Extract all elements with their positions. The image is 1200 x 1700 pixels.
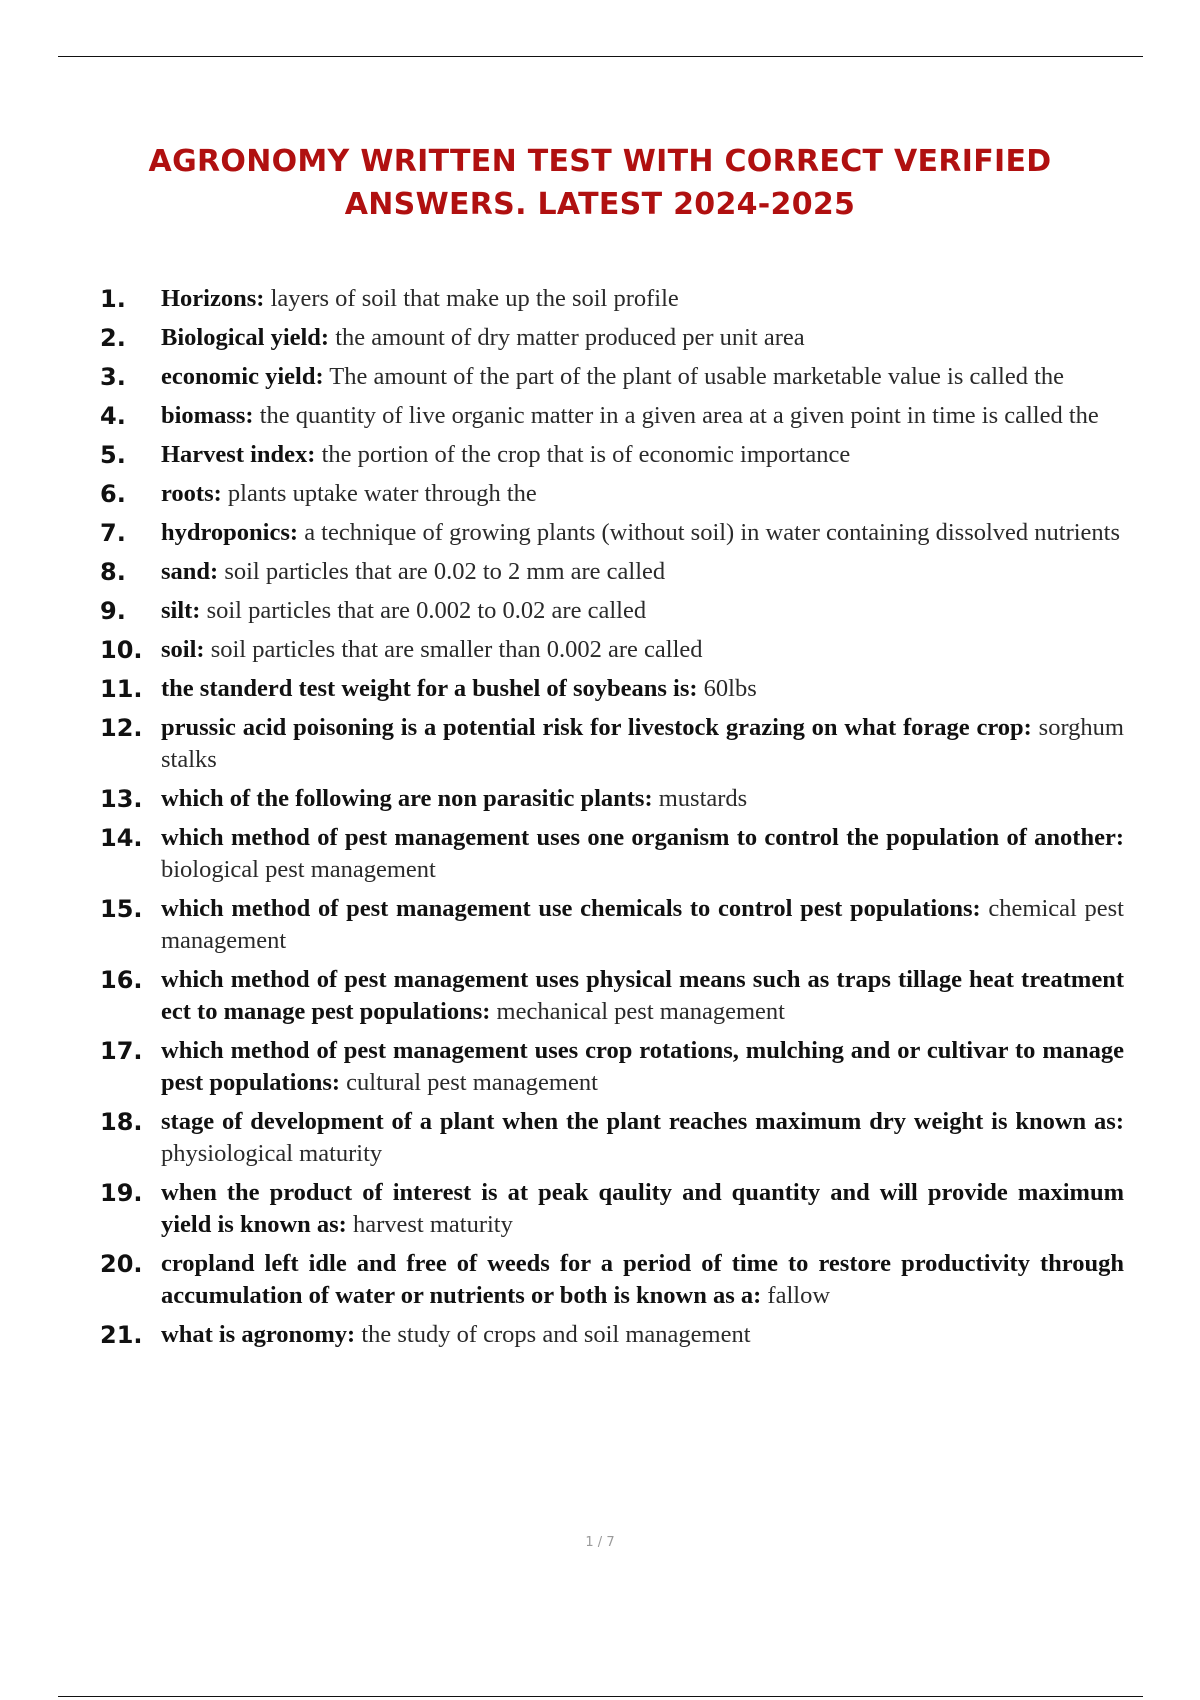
item-question: Harvest index: bbox=[161, 441, 316, 468]
item-number: 21. bbox=[100, 1321, 143, 1349]
item-answer: plants uptake water through the bbox=[221, 480, 537, 507]
list-item bbox=[100, 361, 1124, 393]
item-number: 18. bbox=[100, 1108, 143, 1136]
item-answer: the portion of the crop that is of economic importance bbox=[315, 441, 851, 468]
item-number: 7. bbox=[100, 519, 126, 547]
item-number: 17. bbox=[100, 1037, 143, 1065]
item-answer: a technique of growing plants (without soil) in water containing dissolved nutrients bbox=[298, 519, 1121, 546]
list-item bbox=[100, 673, 1124, 705]
list-item bbox=[100, 1248, 1124, 1312]
list-item bbox=[100, 1177, 1124, 1241]
list-item bbox=[100, 283, 1124, 315]
item-answer: the quantity of live organic matter in a given area at a given point in time is called the bbox=[253, 402, 1099, 429]
item-answer: the study of crops and soil management bbox=[355, 1321, 751, 1348]
item-question: the standerd test weight for a bushel of soybeans is: bbox=[161, 675, 698, 702]
item-question: Horizons: bbox=[161, 285, 265, 312]
item-answer: sorghum stalks bbox=[161, 714, 1124, 773]
item-question: which of the following are non parasitic plants: bbox=[161, 785, 653, 812]
item-number: 20. bbox=[100, 1250, 143, 1278]
list-item bbox=[100, 595, 1124, 627]
item-number: 19. bbox=[100, 1179, 143, 1207]
item-number: 8. bbox=[100, 558, 126, 586]
item-question: biomass: bbox=[161, 402, 254, 429]
item-answer: cultural pest management bbox=[340, 1069, 598, 1096]
item-question: which method of pest management uses physical means such as traps tillage heat treatment ect to manage pest populations: bbox=[161, 966, 1124, 1025]
list-item bbox=[100, 893, 1124, 957]
item-number: 10. bbox=[100, 636, 143, 664]
list-item bbox=[100, 322, 1124, 354]
item-number: 6. bbox=[100, 480, 126, 508]
title-line-1: AGRONOMY WRITTEN TEST WITH CORRECT VERIFIED bbox=[148, 144, 1052, 179]
item-answer: soil particles that are 0.02 to 2 mm are called bbox=[218, 558, 666, 585]
item-answer: layers of soil that make up the soil profile bbox=[264, 285, 679, 312]
item-question: Biological yield: bbox=[161, 324, 330, 351]
item-question: when the product of interest is at peak qaulity and quantity and will provide maximum yield is known as: bbox=[161, 1179, 1124, 1238]
item-number: 2. bbox=[100, 324, 126, 352]
item-number: 15. bbox=[100, 895, 143, 923]
question-answer-list bbox=[100, 283, 1124, 1358]
list-item bbox=[100, 783, 1124, 815]
item-number: 14. bbox=[100, 824, 143, 852]
item-question: which method of pest management uses crop rotations, mulching and or cultivar to manage pest populations: bbox=[161, 1037, 1124, 1096]
item-question: prussic acid poisoning is a potential risk for livestock grazing on what forage crop: bbox=[161, 714, 1032, 741]
item-question: silt: bbox=[161, 597, 201, 624]
list-item bbox=[100, 1319, 1124, 1351]
header-rule bbox=[58, 56, 1143, 57]
item-answer: the amount of dry matter produced per unit area bbox=[329, 324, 805, 351]
item-question: stage of development of a plant when the plant reaches maximum dry weight is known as: bbox=[161, 1108, 1124, 1135]
item-question: roots: bbox=[161, 480, 222, 507]
list-item bbox=[100, 478, 1124, 510]
footer-rule bbox=[58, 1696, 1143, 1697]
item-question: cropland left idle and free of weeds for a period of time to restore productivity through accumulation of water or nutrients or both is known as a: bbox=[161, 1250, 1124, 1309]
item-question: soil: bbox=[161, 636, 205, 663]
list-item bbox=[100, 400, 1124, 432]
item-number: 11. bbox=[100, 675, 143, 703]
list-item bbox=[100, 517, 1124, 549]
list-item bbox=[100, 1106, 1124, 1170]
item-answer: mechanical pest management bbox=[490, 998, 785, 1025]
item-number: 13. bbox=[100, 785, 143, 813]
item-question: which method of pest management uses one organism to control the population of another: bbox=[161, 824, 1124, 851]
item-answer: harvest maturity bbox=[346, 1211, 513, 1238]
title-line-2: ANSWERS. LATEST 2024-2025 bbox=[344, 187, 856, 222]
item-question: hydroponics: bbox=[161, 519, 299, 546]
item-answer: mustards bbox=[652, 785, 748, 812]
item-answer: soil particles that are 0.002 to 0.02 are called bbox=[200, 597, 647, 624]
item-answer: physiological maturity bbox=[161, 1140, 383, 1167]
item-answer: biological pest management bbox=[161, 856, 436, 883]
list-item bbox=[100, 439, 1124, 471]
item-number: 4. bbox=[100, 402, 126, 430]
item-question: what is agronomy: bbox=[161, 1321, 356, 1348]
item-answer: soil particles that are smaller than 0.002 are called bbox=[204, 636, 703, 663]
item-number: 3. bbox=[100, 363, 126, 391]
item-answer: fallow bbox=[761, 1282, 831, 1309]
item-answer: 60lbs bbox=[697, 675, 757, 702]
list-item bbox=[100, 822, 1124, 886]
document-title bbox=[0, 140, 1200, 226]
item-answer: chemical pest management bbox=[161, 895, 1124, 954]
item-question: economic yield: bbox=[161, 363, 324, 390]
item-number: 5. bbox=[100, 441, 126, 469]
list-item bbox=[100, 964, 1124, 1028]
item-question: which method of pest management use chemicals to control pest populations: bbox=[161, 895, 981, 922]
list-item bbox=[100, 1035, 1124, 1099]
item-number: 16. bbox=[100, 966, 143, 994]
list-item bbox=[100, 556, 1124, 588]
list-item bbox=[100, 712, 1124, 776]
item-question: sand: bbox=[161, 558, 219, 585]
item-number: 1. bbox=[100, 285, 126, 313]
item-answer: The amount of the part of the plant of usable marketable value is called the bbox=[323, 363, 1065, 390]
item-number: 9. bbox=[100, 597, 126, 625]
list-item bbox=[100, 634, 1124, 666]
item-number: 12. bbox=[100, 714, 143, 742]
page-indicator: 1 / 7 bbox=[585, 1535, 615, 1550]
